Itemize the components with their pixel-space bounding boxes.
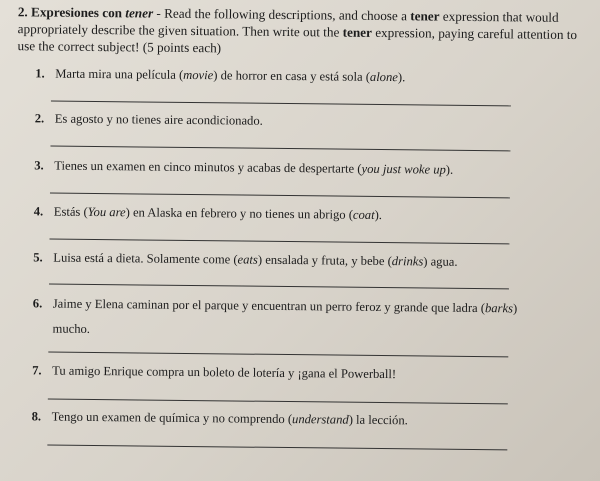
question-text: ) [512, 301, 518, 316]
section-title: Expresiones con [30, 4, 126, 21]
question-text: ) ensalada y fruta, y bebe ( [257, 252, 392, 269]
question-text: Estás ( [53, 204, 88, 219]
question-number: 8. [31, 409, 42, 424]
question-number: 1. [35, 66, 45, 81]
question-4 [34, 203, 574, 226]
question-text: ) la lección. [348, 412, 408, 428]
question-text: Es agosto y no tienes aire acondicionado. [54, 111, 263, 128]
question-text: ). [445, 162, 454, 177]
answer-line-5[interactable] [49, 284, 509, 290]
question-gloss: barks [484, 301, 514, 316]
question-3 [34, 157, 574, 180]
question-gloss: drinks [391, 254, 424, 269]
question-gloss: understand [291, 412, 349, 427]
instructions-bold-tener: tener [410, 8, 440, 24]
instructions-bold-tener-2: tener [342, 24, 373, 40]
question-2 [35, 110, 575, 133]
question-gloss: alone [369, 69, 398, 85]
question-5 [33, 249, 573, 272]
section-instructions [17, 3, 578, 60]
answer-line-1[interactable] [51, 101, 511, 107]
question-text: Tengo un examen de química y no comprendo ( [51, 409, 293, 427]
question-text: Marta mira una película ( [55, 66, 184, 82]
question-1 [35, 65, 575, 88]
question-text: Jaime y Elena caminan por el parque y encuentran un perro feroz y grande que ladra ( [52, 296, 486, 316]
question-text: ). [397, 70, 406, 85]
question-number: 5. [33, 250, 43, 265]
question-text: Tu amigo Enrique compra un boleto de lotería y ¡gana el Powerball! [52, 363, 397, 382]
instructions-part-c: expression, paying careful attention to use the correct subject! (5 points each) [17, 24, 578, 56]
question-gloss: eats [237, 252, 258, 267]
question-text: ). [374, 207, 383, 223]
question-number: 6. [32, 296, 43, 311]
section-title-italic: tener [125, 5, 154, 21]
answer-line-8[interactable] [47, 445, 507, 451]
question-gloss: movie [183, 67, 214, 83]
question-text: ) en Alaska en febrero y no tienes un abrigo ( [125, 205, 354, 222]
instructions-part-a: - Read the following descriptions, and choose a [153, 5, 411, 24]
question-number: 7. [32, 363, 42, 378]
question-number: 2. [34, 111, 45, 126]
answer-line-7[interactable] [48, 399, 508, 405]
answer-line-4[interactable] [49, 239, 509, 245]
answer-line-2[interactable] [50, 146, 510, 152]
question-gloss: coat [352, 207, 375, 222]
question-text: Luisa está a dieta. Solamente come ( [53, 250, 238, 267]
question-text: Tienes un examen en cinco minutos y acabas de despertarte ( [54, 158, 362, 176]
question-6 [32, 295, 572, 343]
question-8 [32, 408, 572, 431]
question-number: 3. [34, 158, 44, 173]
question-text: ) de horror en casa y está sola ( [213, 68, 371, 84]
answer-line-3[interactable] [50, 193, 510, 199]
answer-line-6[interactable] [48, 352, 508, 358]
question-7 [32, 362, 572, 385]
section-number: 2. [17, 4, 28, 20]
question-gloss: You are [87, 204, 126, 220]
question-text-continued: mucho. [52, 321, 91, 336]
question-text: ) agua. [423, 254, 458, 269]
instructions-part-b: expression that would appropriately describe the given situation. Then write out the [17, 8, 559, 40]
question-number: 4. [33, 204, 44, 219]
question-gloss: you just woke up [361, 161, 446, 177]
